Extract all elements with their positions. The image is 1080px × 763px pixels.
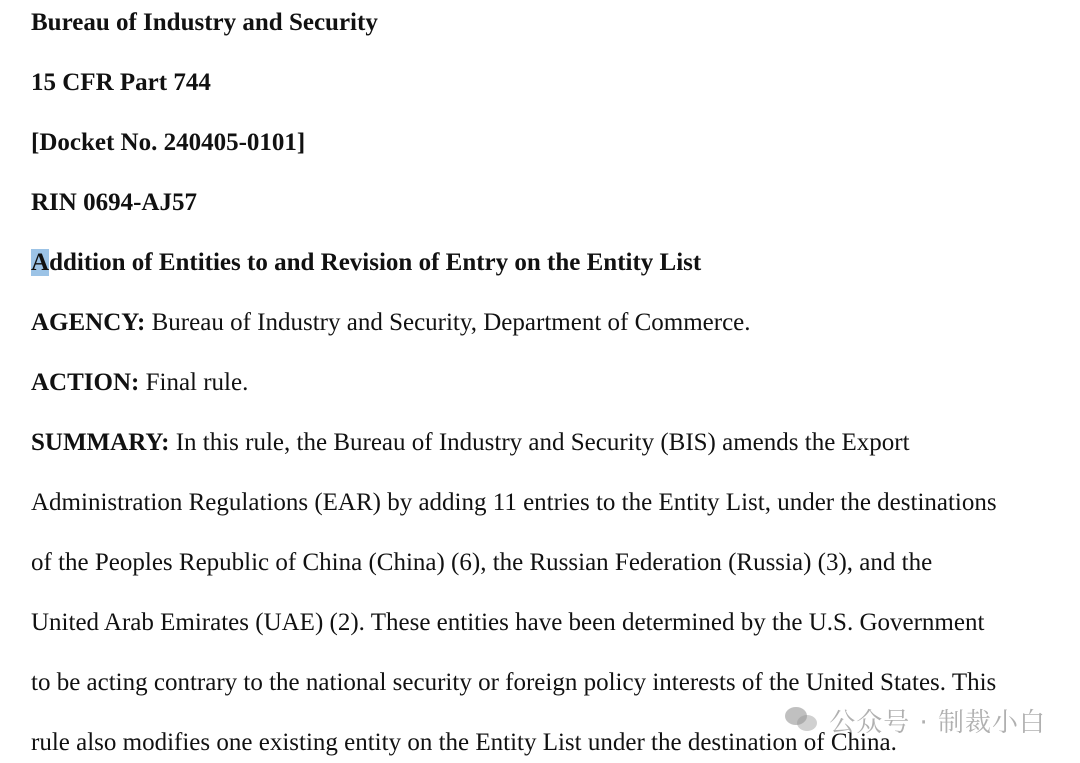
- summary-line-2: Administration Regulations (EAR) by adding 11 entries to the Entity List, under the destinations: [31, 489, 997, 516]
- summary-line-5: to be acting contrary to the national security or foreign policy interests of the United States. This: [31, 669, 997, 696]
- agency-heading: Bureau of Industry and Security: [31, 9, 378, 36]
- agency-label: AGENCY:: [31, 309, 146, 336]
- docket-number: [Docket No. 240405-0101]: [31, 129, 306, 156]
- watermark: [785, 700, 1046, 740]
- summary-text-1: In this rule, the Bureau of Industry and Security (BIS) amends the Export: [169, 429, 910, 456]
- summary-line-6: rule also modifies one existing entity on the Entity List under the destination of China.: [31, 729, 897, 756]
- summary-line-3: of the Peoples Republic of China (China) (6), the Russian Federation (Russia) (3), and the: [31, 549, 933, 576]
- rule-title: [31, 248, 701, 278]
- action-line: [31, 368, 248, 398]
- text-cursor-selection[interactable]: A: [31, 249, 50, 276]
- agency-line: [31, 308, 751, 338]
- summary-line-1: [31, 428, 910, 458]
- rule-title-text: ddition of Entities to and Revision of Entry on the Entity List: [49, 249, 702, 276]
- wechat-icon: [785, 705, 819, 735]
- action-text: Final rule.: [139, 369, 249, 396]
- agency-text: Bureau of Industry and Security, Department of Commerce.: [145, 309, 751, 336]
- summary-line-4: United Arab Emirates (UAE) (2). These entities have been determined by the U.S. Government: [31, 609, 985, 636]
- rin-number: RIN 0694-AJ57: [31, 189, 197, 216]
- action-label: ACTION:: [31, 369, 140, 396]
- summary-label: SUMMARY:: [31, 429, 170, 456]
- watermark-text: 公众号 · 制裁小白: [829, 707, 1046, 738]
- cfr-part: 15 CFR Part 744: [31, 69, 211, 96]
